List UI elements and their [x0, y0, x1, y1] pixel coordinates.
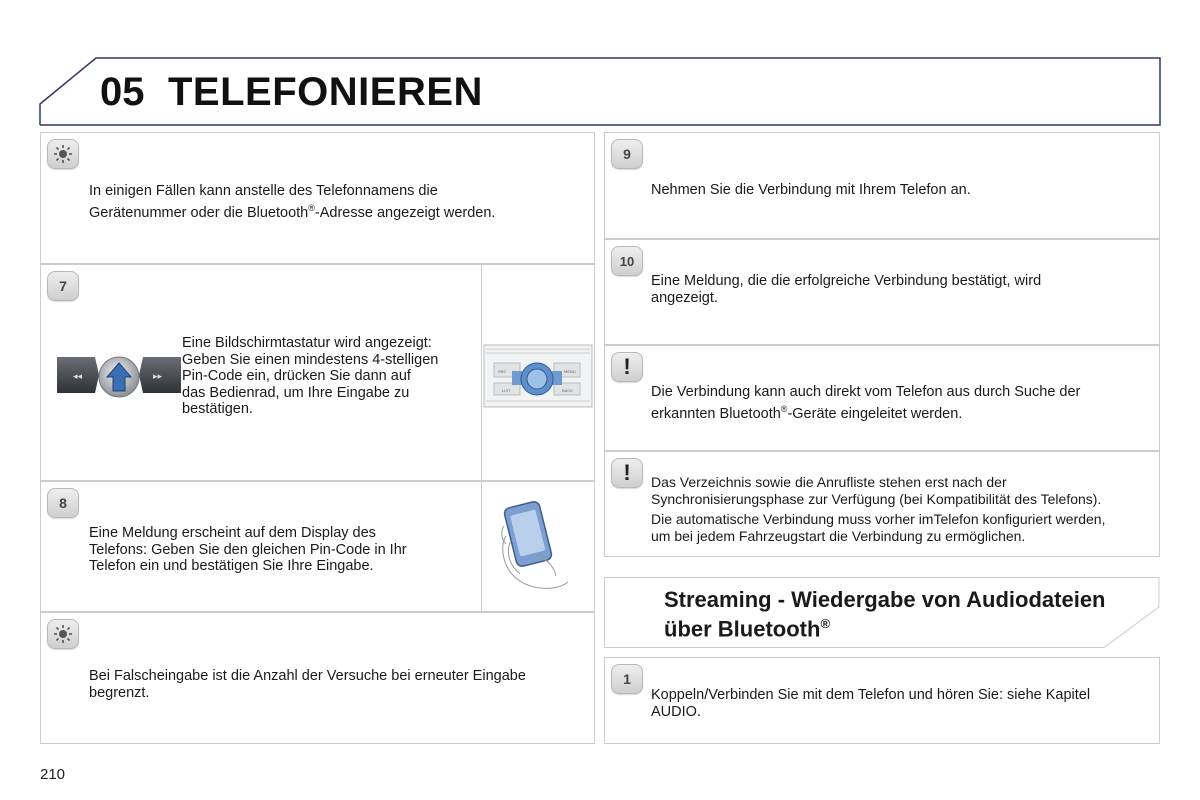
- step-1-badge: 1: [611, 664, 643, 694]
- tip-panel-1: [40, 132, 595, 264]
- warning-icon: !: [611, 352, 643, 382]
- step-8-badge: 8: [47, 488, 79, 518]
- step-7-badge: 7: [47, 271, 79, 301]
- svg-text:▸▸: ▸▸: [153, 371, 163, 381]
- divider: [481, 482, 482, 611]
- panel-label-src: SRC: [498, 369, 507, 374]
- svg-text:◂◂: ◂◂: [73, 371, 83, 381]
- step-9-text: Nehmen Sie die Verbindung mit Ihrem Telefon an.: [651, 182, 971, 198]
- step-8-text: Eine Meldung erscheint auf dem Display des Telefons: Geben Sie den gleichen Pin-Code in Ihr Telefon ein und bestätigen Sie Ihre Eingabe.: [89, 525, 407, 574]
- warning-icon: !: [611, 458, 643, 488]
- step-9-panel: [604, 132, 1160, 239]
- step-9-badge: 9: [611, 139, 643, 169]
- panel-label-back: BACK: [562, 388, 573, 393]
- phone-in-hand-image: [496, 496, 586, 596]
- tip-2-text: Bei Falscheingabe ist die Anzahl der Versuche bei erneuter Eingabe begrenzt.: [89, 668, 526, 701]
- panel-label-menu: MENU: [564, 369, 576, 374]
- chapter-number: 05: [100, 70, 145, 114]
- tip-panel-2: [40, 612, 595, 744]
- step-10-badge: 10: [611, 246, 643, 276]
- radio-panel-image: [482, 335, 595, 415]
- step-7-text: Eine Bildschirmtastatur wird angezeigt: Geben Sie einen mindestens 4-stelligen Pin-Code ein, drücken Sie dann auf das Bedienrad, um Ihre Eingabe zu bestätigen.: [182, 335, 439, 417]
- step-10-panel: [604, 239, 1160, 345]
- chapter-title: TELEFONIEREN: [168, 70, 483, 114]
- lightbulb-icon: [47, 619, 79, 649]
- lightbulb-icon: [47, 139, 79, 169]
- step-1-text: Koppeln/Verbinden Sie mit dem Telefon und hören Sie: siehe Kapitel AUDIO.: [651, 687, 1091, 720]
- step-7-panel: [40, 264, 595, 481]
- tip-1-text: In einigen Fällen kann anstelle des Telefonnamens die Gerätenummer oder die Bluetooth®-Adresse angezeigt werden.: [89, 183, 496, 221]
- warning-1-text: Die Verbindung kann auch direkt vom Telefon aus durch Suche der erkannten Bluetooth®-Geräte eingeleitet werden.: [651, 384, 1081, 422]
- panel-label-list: LIST: [502, 388, 511, 393]
- step-10-text: Eine Meldung, die die erfolgreiche Verbindung bestätigt, wird angezeigt.: [651, 273, 1042, 306]
- warning-panel-1: [604, 345, 1160, 451]
- page-number: 210: [40, 766, 66, 783]
- step-8-panel: [40, 481, 595, 612]
- warning-2-text: Das Verzeichnis sowie die Anrufliste stehen erst nach der Synchronisierungsphase zur Verfügung (bei Kompatibilität des Telefons). Die automatische Verbindung muss vorher imTelefon konfiguriert werden, um bei jedem Fahrzeugstart die Verbindung zu ermöglichen.: [651, 474, 1106, 544]
- streaming-heading: Streaming - Wiedergabe von Audiodateien über Bluetooth®: [664, 587, 1106, 642]
- step-1-panel: [604, 657, 1160, 744]
- control-wheel-image: [55, 351, 185, 403]
- warning-panel-2: [604, 451, 1160, 557]
